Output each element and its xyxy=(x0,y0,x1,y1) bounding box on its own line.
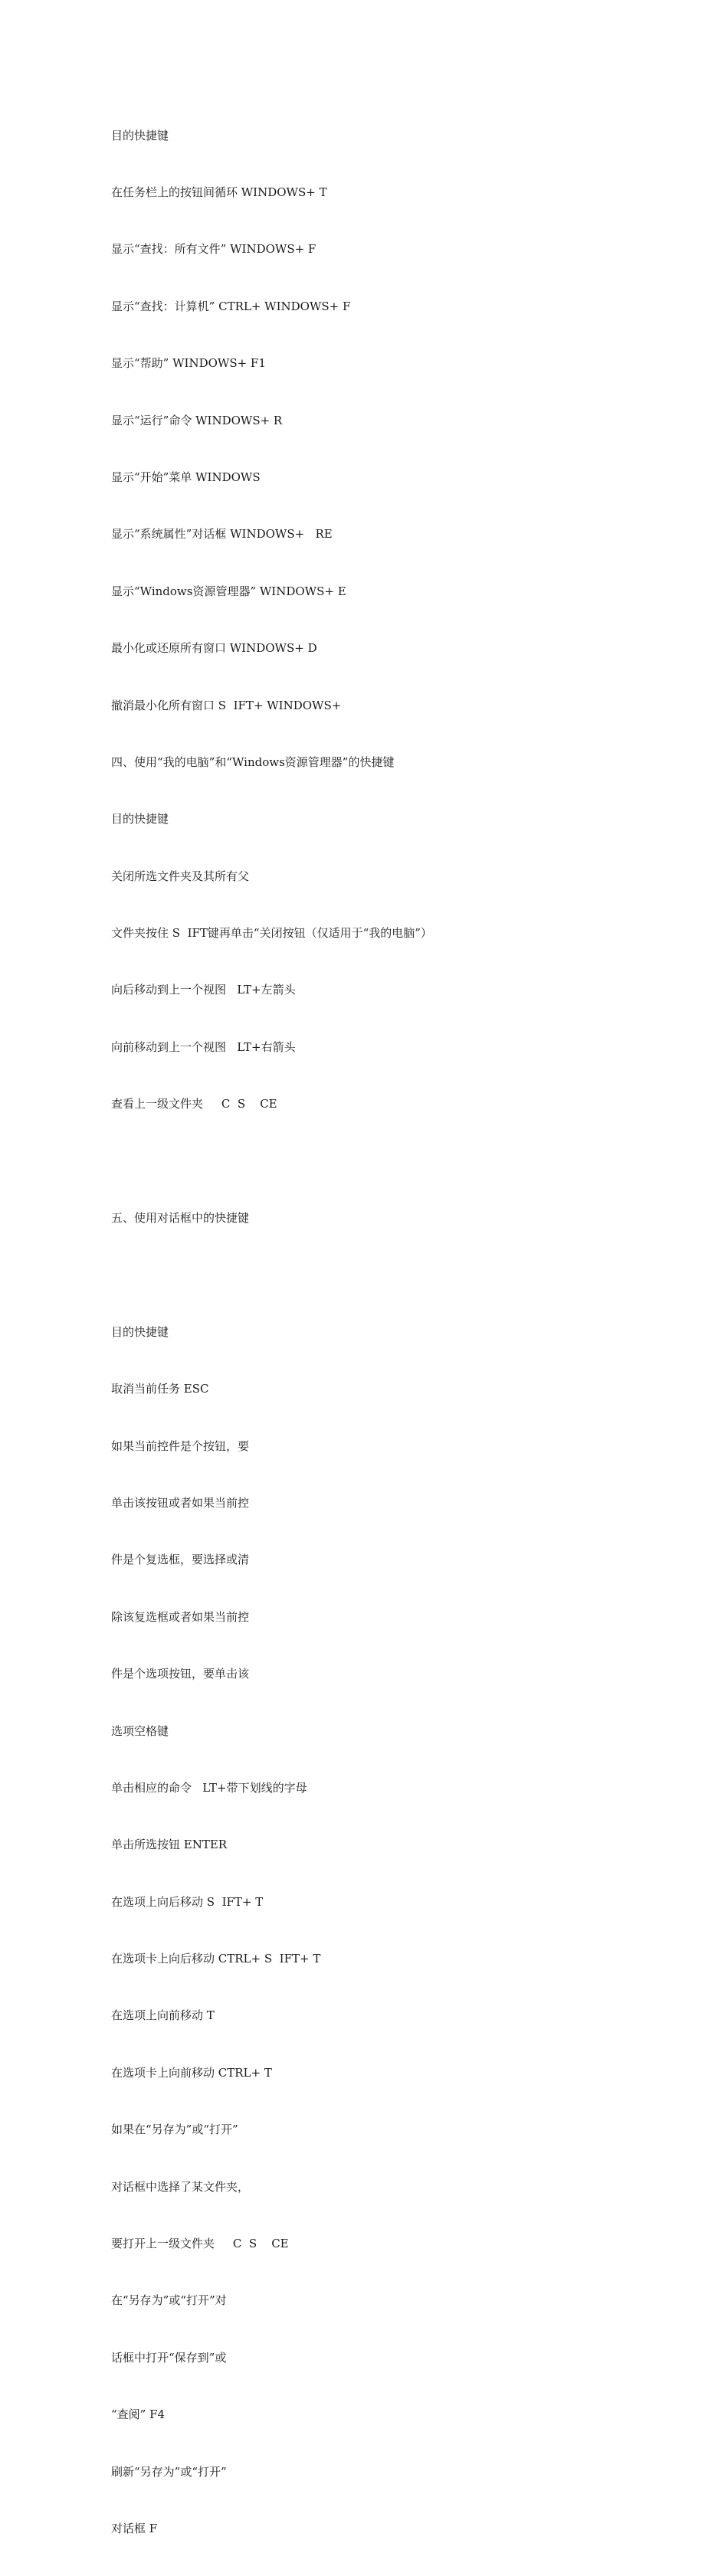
text-line: 单击相应的命令 LT+带下划线的字母 xyxy=(111,1780,307,1795)
text-line: 目的快捷键 xyxy=(111,1324,169,1339)
text-line: 文件夹按住 S IFT键再单击“关闭按钮（仅适用于“我的电脑”） xyxy=(111,926,432,941)
text-line: 查看上一级文件夹 C S CE xyxy=(111,1097,277,1111)
text-line: 向前移动到上一个视图 LT+右箭头 xyxy=(111,1039,296,1054)
text-line: 目的快捷键 xyxy=(111,128,169,142)
text-line: 显示“Windows资源管理器” WINDOWS+ E xyxy=(111,584,346,598)
text-line: 显示“帮助” WINDOWS+ F1 xyxy=(111,356,266,371)
text-line: 显示“开始”菜单 WINDOWS xyxy=(111,470,261,484)
text-line: 刷新“另存为”或“打开” xyxy=(111,2464,227,2479)
text-line: 如果在“另存为”或“打开” xyxy=(111,2123,238,2137)
section-heading: 四、使用“我的电脑”和“Windows资源管理器”的快捷键 xyxy=(111,754,395,769)
text-line: 显示“系统属性”对话框 WINDOWS+ RE xyxy=(111,527,333,542)
text-line: 在选项上向前移动 T xyxy=(111,2008,215,2023)
text-line: 话框中打开“保存到”或 xyxy=(111,2350,227,2365)
text-line: 撤消最小化所有窗口 S IFT+ WINDOWS+ xyxy=(111,698,342,712)
text-line: 如果当前控件是个按钮，要 xyxy=(111,1439,250,1453)
text-line: 对话框中选择了某文件夹， xyxy=(111,2179,250,2194)
text-line: 在“另存为”或“打开”对 xyxy=(111,2293,227,2308)
text-line: 除该复选框或者如果当前控 xyxy=(111,1609,250,1624)
text-line: 取消当前任务 ESC xyxy=(111,1382,209,1396)
text-line: 选项空格键 xyxy=(111,1723,169,1738)
text-line: 关闭所选文件夹及其所有父 xyxy=(111,869,250,883)
text-line: 对话框 F xyxy=(111,2522,158,2535)
text-line: 在选项上向后移动 S IFT+ T xyxy=(111,1894,264,1909)
text-line: 向后移动到上一个视图 LT+左箭头 xyxy=(111,983,296,997)
text-line: “查阅” F4 xyxy=(111,2407,166,2422)
text-line: 要打开上一级文件夹 C S CE xyxy=(111,2237,289,2251)
text-line: 在选项卡上向前移动 CTRL+ T xyxy=(111,2065,272,2080)
text-line: 目的快捷键 xyxy=(111,812,169,826)
text-line: 件是个选项按钮，要单击该 xyxy=(111,1667,250,1681)
text-line: 显示“运行”命令 WINDOWS+ R xyxy=(111,413,283,427)
section-heading: 五、使用对话框中的快捷键 xyxy=(111,1211,250,1226)
text-line: 显示“查找：所有文件” WINDOWS+ F xyxy=(111,242,316,257)
blank-line xyxy=(111,1265,663,1285)
text-line: 单击所选按钮 ENTER xyxy=(111,1838,228,1852)
text-line: 最小化或还原所有窗口 WINDOWS+ D xyxy=(111,641,317,656)
blank-line xyxy=(111,1152,663,1171)
text-line: 在选项卡上向后移动 CTRL+ S IFT+ T xyxy=(111,1952,321,1966)
document-body xyxy=(111,88,663,2576)
text-line: 在任务栏上的按钮间循环 WINDOWS+ T xyxy=(111,185,327,199)
text-line: 显示“查找：计算机” CTRL+ WINDOWS+ F xyxy=(111,299,351,313)
text-line: 件是个复选框，要选择或清 xyxy=(111,1553,250,1567)
text-line: 单击该按钮或者如果当前控 xyxy=(111,1495,250,1510)
